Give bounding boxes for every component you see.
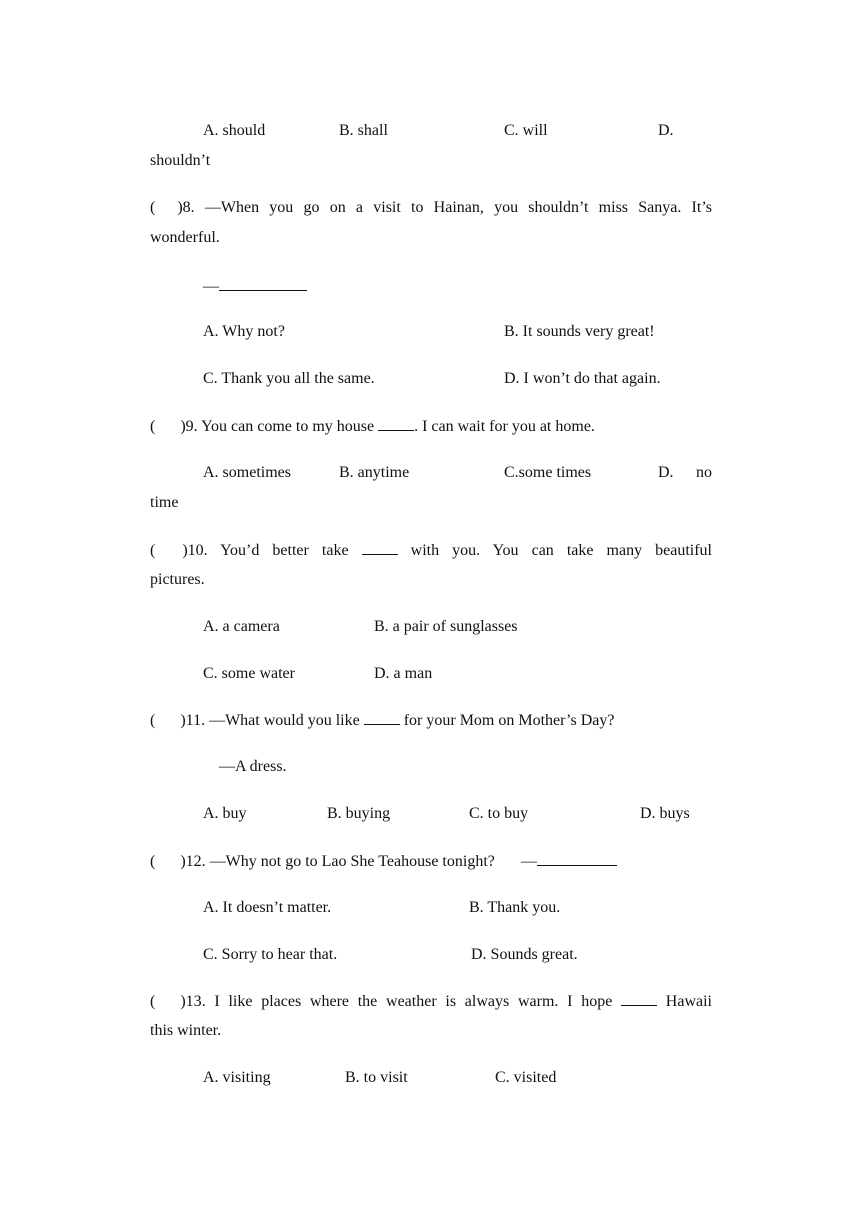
q10-option-b: B. a pair of sunglasses [374, 618, 518, 635]
q8-option-d: D. I won’t do that again. [504, 370, 661, 387]
q12-question: ( )12. —Why not go to Lao She Teahouse tonight? — [150, 851, 617, 872]
fill-blank [537, 851, 617, 866]
q8-option-a: A. Why not? [203, 323, 285, 340]
q12-option-b: B. Thank you. [469, 899, 561, 916]
q8-option-c: C. Thank you all the same. [203, 370, 375, 387]
q13-option-c: C. visited [495, 1069, 557, 1086]
q8-response-prompt: — [203, 276, 307, 297]
q8-option-b: B. It sounds very great! [504, 323, 655, 340]
q9-question: ( )9. You can come to my house . I can wait for you at home. [150, 418, 595, 435]
q9-option-b: B. anytime [339, 464, 410, 481]
q8-stem: )8. —When you go on a visit to Hainan, you shouldn’t miss Sanya. It’s [177, 199, 712, 216]
q7-option-d-wrap: shouldn’t [150, 152, 211, 169]
q13-option-b: B. to visit [345, 1069, 408, 1086]
q10-option-d: D. a man [374, 665, 433, 682]
fill-blank [621, 991, 657, 1006]
q9-option-d: D. no [658, 464, 712, 481]
q7-option-a: A. should [203, 122, 266, 139]
fill-blank [362, 540, 398, 555]
q10-question-line2: pictures. [150, 571, 205, 588]
q9-option-d-wrap: time [150, 494, 179, 511]
q7-option-b: B. shall [339, 122, 388, 139]
q13-option-a: A. visiting [203, 1069, 271, 1086]
q9-option-c: C.some times [504, 464, 592, 481]
q12-option-c: C. Sorry to hear that. [203, 946, 338, 963]
q13-question-line1: ( )13. I like places where the weather is always warm. I hope Hawaii [150, 993, 713, 1010]
q11-option-d: D. buys [640, 805, 690, 822]
q10-option-c: C. some water [203, 665, 295, 682]
q11-question: ( )11. —What would you like for your Mom on Mother’s Day? [150, 712, 615, 729]
q11-option-a: A. buy [203, 805, 247, 822]
fill-blank [364, 710, 400, 725]
q8-question-line1 [150, 198, 712, 218]
q10-question-line1: ( )10. You’d better take with you. You can take many beautiful [150, 542, 712, 559]
q9-option-a: A. sometimes [203, 464, 291, 481]
q13-question-line2: this winter. [150, 1022, 222, 1039]
fill-blank [219, 276, 307, 291]
q12-option-a: A. It doesn’t matter. [203, 899, 332, 916]
answer-paren: ( [150, 199, 156, 216]
fill-blank [378, 416, 414, 431]
q7-option-c: C. will [504, 122, 548, 139]
q11-option-b: B. buying [327, 805, 391, 822]
q10-option-a: A. a camera [203, 618, 280, 635]
q11-answer-line: —A dress. [219, 758, 287, 775]
q12-option-d: D. Sounds great. [471, 946, 578, 963]
q7-option-d: D. [658, 122, 674, 139]
q11-option-c: C. to buy [469, 805, 529, 822]
q8-question-line2: wonderful. [150, 229, 220, 246]
